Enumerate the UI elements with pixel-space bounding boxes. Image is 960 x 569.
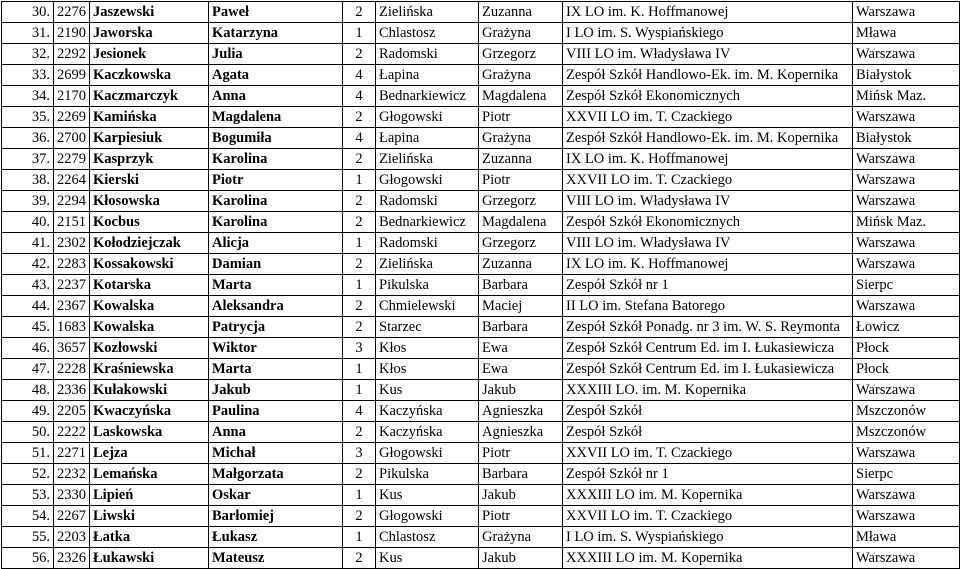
- table-row: [2, 2, 960, 23]
- grade: 4: [343, 65, 376, 86]
- student-last-name: Kołodziejczak: [90, 233, 209, 254]
- participant-id: 2326: [54, 548, 90, 569]
- student-last-name: Kozłowski: [90, 338, 209, 359]
- table-row: [2, 86, 960, 107]
- school-name: XXXIII LO. im. M. Kopernika: [563, 380, 853, 401]
- city: Mława: [853, 23, 960, 44]
- student-first-name: Agata: [209, 65, 343, 86]
- student-first-name: Julia: [209, 44, 343, 65]
- grade: 2: [343, 317, 376, 338]
- student-first-name: Mateusz: [209, 548, 343, 569]
- teacher-first-name: Grzegorz: [479, 191, 563, 212]
- school-name: XXVII LO im. T. Czackiego: [563, 443, 853, 464]
- teacher-last-name: Łapina: [376, 128, 479, 149]
- city: Białystok: [853, 128, 960, 149]
- participant-id: 2264: [54, 170, 90, 191]
- student-first-name: Wiktor: [209, 338, 343, 359]
- participant-id: 2269: [54, 107, 90, 128]
- city: Warszawa: [853, 548, 960, 569]
- student-last-name: Kowalska: [90, 296, 209, 317]
- teacher-first-name: Grzegorz: [479, 233, 563, 254]
- participant-id: 2700: [54, 128, 90, 149]
- row-number: 41.: [2, 233, 54, 254]
- school-name: Zespół Szkół Handlowo-Ek. im. M. Kopernika: [563, 65, 853, 86]
- city: Sierpc: [853, 275, 960, 296]
- student-first-name: Marta: [209, 359, 343, 380]
- student-last-name: Kasprzyk: [90, 149, 209, 170]
- grade: 1: [343, 527, 376, 548]
- table-row: [2, 401, 960, 422]
- grade: 1: [343, 380, 376, 401]
- teacher-last-name: Chmielewski: [376, 296, 479, 317]
- table-row: [2, 233, 960, 254]
- teacher-last-name: Łapina: [376, 65, 479, 86]
- city: Warszawa: [853, 233, 960, 254]
- teacher-first-name: Agnieszka: [479, 422, 563, 443]
- school-name: XXXIII LO im. M. Kopernika: [563, 548, 853, 569]
- teacher-first-name: Piotr: [479, 443, 563, 464]
- table-row: [2, 548, 960, 569]
- participant-id: 3657: [54, 338, 90, 359]
- student-first-name: Łukasz: [209, 527, 343, 548]
- row-number: 33.: [2, 65, 54, 86]
- participants-table: [1, 1, 960, 569]
- teacher-first-name: Grażyna: [479, 527, 563, 548]
- grade: 3: [343, 443, 376, 464]
- table-row: [2, 212, 960, 233]
- row-number: 37.: [2, 149, 54, 170]
- row-number: 55.: [2, 527, 54, 548]
- city: Warszawa: [853, 296, 960, 317]
- grade: 1: [343, 170, 376, 191]
- teacher-last-name: Radomski: [376, 191, 479, 212]
- city: Warszawa: [853, 107, 960, 128]
- grade: 2: [343, 212, 376, 233]
- participant-id: 2276: [54, 2, 90, 23]
- row-number: 44.: [2, 296, 54, 317]
- student-first-name: Alicja: [209, 233, 343, 254]
- school-name: Zespół Szkół nr 1: [563, 464, 853, 485]
- grade: 4: [343, 401, 376, 422]
- teacher-last-name: Głogowski: [376, 107, 479, 128]
- teacher-first-name: Grażyna: [479, 23, 563, 44]
- grade: 2: [343, 254, 376, 275]
- student-first-name: Michał: [209, 443, 343, 464]
- school-name: II LO im. Stefana Batorego: [563, 296, 853, 317]
- student-last-name: Kłosowska: [90, 191, 209, 212]
- teacher-first-name: Grzegorz: [479, 44, 563, 65]
- student-first-name: Magdalena: [209, 107, 343, 128]
- student-last-name: Łukawski: [90, 548, 209, 569]
- school-name: IX LO im. K. Hoffmanowej: [563, 149, 853, 170]
- student-last-name: Kossakowski: [90, 254, 209, 275]
- student-last-name: Kocbus: [90, 212, 209, 233]
- city: Warszawa: [853, 254, 960, 275]
- school-name: IX LO im. K. Hoffmanowej: [563, 2, 853, 23]
- teacher-first-name: Barbara: [479, 275, 563, 296]
- grade: 1: [343, 359, 376, 380]
- school-name: Zespół Szkół Centrum Ed. im I. Łukasiewicza: [563, 338, 853, 359]
- row-number: 47.: [2, 359, 54, 380]
- participant-id: 2271: [54, 443, 90, 464]
- row-number: 36.: [2, 128, 54, 149]
- participant-id: 2336: [54, 380, 90, 401]
- teacher-last-name: Bednarkiewicz: [376, 86, 479, 107]
- participant-id: 2228: [54, 359, 90, 380]
- teacher-first-name: Ewa: [479, 338, 563, 359]
- participant-id: 1683: [54, 317, 90, 338]
- teacher-last-name: Pikulska: [376, 464, 479, 485]
- row-number: 39.: [2, 191, 54, 212]
- teacher-first-name: Grażyna: [479, 65, 563, 86]
- row-number: 43.: [2, 275, 54, 296]
- student-last-name: Jaworska: [90, 23, 209, 44]
- teacher-last-name: Kłos: [376, 359, 479, 380]
- teacher-first-name: Magdalena: [479, 212, 563, 233]
- school-name: IX LO im. K. Hoffmanowej: [563, 254, 853, 275]
- student-last-name: Kierski: [90, 170, 209, 191]
- school-name: I LO im. S. Wyspiańskiego: [563, 527, 853, 548]
- teacher-last-name: Kus: [376, 485, 479, 506]
- student-first-name: Anna: [209, 86, 343, 107]
- student-last-name: Kwaczyńska: [90, 401, 209, 422]
- student-first-name: Piotr: [209, 170, 343, 191]
- table-row: [2, 359, 960, 380]
- teacher-first-name: Zuzanna: [479, 254, 563, 275]
- student-last-name: Łatka: [90, 527, 209, 548]
- teacher-first-name: Jakub: [479, 548, 563, 569]
- participant-id: 2699: [54, 65, 90, 86]
- city: Warszawa: [853, 2, 960, 23]
- teacher-last-name: Zielińska: [376, 2, 479, 23]
- city: Mińsk Maz.: [853, 212, 960, 233]
- participant-id: 2292: [54, 44, 90, 65]
- school-name: XXXIII LO im. M. Kopernika: [563, 485, 853, 506]
- table-row: [2, 44, 960, 65]
- teacher-first-name: Ewa: [479, 359, 563, 380]
- school-name: Zespół Szkół Ponadg. nr 3 im. W. S. Reymonta: [563, 317, 853, 338]
- student-last-name: Kaczkowska: [90, 65, 209, 86]
- school-name: VIII LO im. Władysława IV: [563, 233, 853, 254]
- teacher-first-name: Jakub: [479, 380, 563, 401]
- participant-id: 2367: [54, 296, 90, 317]
- grade: 2: [343, 464, 376, 485]
- city: Mszczonów: [853, 422, 960, 443]
- school-name: XXVII LO im. T. Czackiego: [563, 170, 853, 191]
- student-first-name: Marta: [209, 275, 343, 296]
- row-number: 40.: [2, 212, 54, 233]
- teacher-first-name: Piotr: [479, 107, 563, 128]
- row-number: 50.: [2, 422, 54, 443]
- school-name: VIII LO im. Władysława IV: [563, 191, 853, 212]
- row-number: 48.: [2, 380, 54, 401]
- city: Warszawa: [853, 443, 960, 464]
- student-last-name: Kułakowski: [90, 380, 209, 401]
- school-name: Zespół Szkół nr 1: [563, 275, 853, 296]
- city: Warszawa: [853, 44, 960, 65]
- table-row: [2, 149, 960, 170]
- participant-id: 2232: [54, 464, 90, 485]
- table-row: [2, 296, 960, 317]
- teacher-last-name: Kaczyńska: [376, 401, 479, 422]
- city: Mszczonów: [853, 401, 960, 422]
- grade: 2: [343, 296, 376, 317]
- teacher-last-name: Kłos: [376, 338, 479, 359]
- student-last-name: Jesionek: [90, 44, 209, 65]
- city: Warszawa: [853, 191, 960, 212]
- city: Warszawa: [853, 485, 960, 506]
- table-row: [2, 65, 960, 86]
- table-row: [2, 485, 960, 506]
- table-row: [2, 464, 960, 485]
- teacher-first-name: Zuzanna: [479, 149, 563, 170]
- student-last-name: Lemańska: [90, 464, 209, 485]
- row-number: 52.: [2, 464, 54, 485]
- school-name: Zespół Szkół Ekonomicznych: [563, 212, 853, 233]
- school-name: I LO im. S. Wyspiańskiego: [563, 23, 853, 44]
- school-name: Zespół Szkół: [563, 422, 853, 443]
- teacher-last-name: Pikulska: [376, 275, 479, 296]
- participant-id: 2279: [54, 149, 90, 170]
- city: Warszawa: [853, 506, 960, 527]
- teacher-last-name: Głogowski: [376, 506, 479, 527]
- student-last-name: Laskowska: [90, 422, 209, 443]
- city: Białystok: [853, 65, 960, 86]
- participant-id: 2267: [54, 506, 90, 527]
- row-number: 45.: [2, 317, 54, 338]
- teacher-last-name: Głogowski: [376, 443, 479, 464]
- grade: 2: [343, 191, 376, 212]
- grade: 2: [343, 44, 376, 65]
- grade: 2: [343, 548, 376, 569]
- participant-id: 2170: [54, 86, 90, 107]
- grade: 2: [343, 2, 376, 23]
- row-number: 42.: [2, 254, 54, 275]
- student-first-name: Małgorzata: [209, 464, 343, 485]
- school-name: XXVII LO im. T. Czackiego: [563, 506, 853, 527]
- teacher-first-name: Zuzanna: [479, 2, 563, 23]
- student-last-name: Karpiesiuk: [90, 128, 209, 149]
- participant-id: 2237: [54, 275, 90, 296]
- participant-id: 2222: [54, 422, 90, 443]
- table-row: [2, 275, 960, 296]
- student-first-name: Paweł: [209, 2, 343, 23]
- table-row: [2, 254, 960, 275]
- row-number: 49.: [2, 401, 54, 422]
- teacher-last-name: Radomski: [376, 44, 479, 65]
- student-first-name: Damian: [209, 254, 343, 275]
- row-number: 46.: [2, 338, 54, 359]
- school-name: XXVII LO im. T. Czackiego: [563, 107, 853, 128]
- teacher-last-name: Chlastosz: [376, 527, 479, 548]
- row-number: 31.: [2, 23, 54, 44]
- teacher-first-name: Grażyna: [479, 128, 563, 149]
- school-name: VIII LO im. Władysława IV: [563, 44, 853, 65]
- student-first-name: Aleksandra: [209, 296, 343, 317]
- teacher-last-name: Radomski: [376, 233, 479, 254]
- student-last-name: Jaszewski: [90, 2, 209, 23]
- student-first-name: Anna: [209, 422, 343, 443]
- grade: 4: [343, 128, 376, 149]
- student-first-name: Katarzyna: [209, 23, 343, 44]
- student-first-name: Karolina: [209, 191, 343, 212]
- teacher-first-name: Barbara: [479, 317, 563, 338]
- city: Sierpc: [853, 464, 960, 485]
- city: Łowicz: [853, 317, 960, 338]
- student-last-name: Kamińska: [90, 107, 209, 128]
- school-name: Zespół Szkół: [563, 401, 853, 422]
- table-row: [2, 338, 960, 359]
- teacher-last-name: Kaczyńska: [376, 422, 479, 443]
- school-name: Zespół Szkół Centrum Ed. im I. Łukasiewicza: [563, 359, 853, 380]
- table-row: [2, 23, 960, 44]
- student-first-name: Bogumiła: [209, 128, 343, 149]
- teacher-last-name: Bednarkiewicz: [376, 212, 479, 233]
- row-number: 34.: [2, 86, 54, 107]
- table-row: [2, 422, 960, 443]
- table-row: [2, 506, 960, 527]
- participant-id: 2294: [54, 191, 90, 212]
- student-last-name: Lipień: [90, 485, 209, 506]
- student-last-name: Kotarska: [90, 275, 209, 296]
- student-first-name: Paulina: [209, 401, 343, 422]
- row-number: 35.: [2, 107, 54, 128]
- participant-id: 2330: [54, 485, 90, 506]
- teacher-first-name: Barbara: [479, 464, 563, 485]
- participant-id: 2203: [54, 527, 90, 548]
- grade: 1: [343, 275, 376, 296]
- row-number: 32.: [2, 44, 54, 65]
- student-last-name: Liwski: [90, 506, 209, 527]
- table-row: [2, 380, 960, 401]
- row-number: 38.: [2, 170, 54, 191]
- participant-id: 2302: [54, 233, 90, 254]
- student-last-name: Lejza: [90, 443, 209, 464]
- table-row: [2, 128, 960, 149]
- participant-id: 2190: [54, 23, 90, 44]
- participant-id: 2205: [54, 401, 90, 422]
- grade: 1: [343, 485, 376, 506]
- grade: 1: [343, 23, 376, 44]
- teacher-last-name: Kus: [376, 380, 479, 401]
- student-first-name: Karolina: [209, 212, 343, 233]
- student-first-name: Barłomiej: [209, 506, 343, 527]
- table-row: [2, 170, 960, 191]
- teacher-first-name: Magdalena: [479, 86, 563, 107]
- teacher-first-name: Piotr: [479, 506, 563, 527]
- city: Mława: [853, 527, 960, 548]
- participant-id: 2151: [54, 212, 90, 233]
- city: Płock: [853, 338, 960, 359]
- teacher-first-name: Maciej: [479, 296, 563, 317]
- teacher-last-name: Zielińska: [376, 254, 479, 275]
- grade: 2: [343, 107, 376, 128]
- table-row: [2, 317, 960, 338]
- teacher-last-name: Głogowski: [376, 170, 479, 191]
- row-number: 53.: [2, 485, 54, 506]
- teacher-last-name: Starzec: [376, 317, 479, 338]
- student-last-name: Kaczmarczyk: [90, 86, 209, 107]
- table-row: [2, 107, 960, 128]
- student-first-name: Jakub: [209, 380, 343, 401]
- grade: 4: [343, 86, 376, 107]
- student-last-name: Kowalska: [90, 317, 209, 338]
- grade: 3: [343, 338, 376, 359]
- table-body: [2, 2, 960, 569]
- teacher-first-name: Jakub: [479, 485, 563, 506]
- city: Warszawa: [853, 149, 960, 170]
- city: Warszawa: [853, 170, 960, 191]
- student-first-name: Oskar: [209, 485, 343, 506]
- teacher-last-name: Kus: [376, 548, 479, 569]
- city: Mińsk Maz.: [853, 86, 960, 107]
- city: Płock: [853, 359, 960, 380]
- participant-id: 2283: [54, 254, 90, 275]
- row-number: 51.: [2, 443, 54, 464]
- teacher-first-name: Piotr: [479, 170, 563, 191]
- grade: 1: [343, 233, 376, 254]
- table-row: [2, 443, 960, 464]
- student-last-name: Kraśniewska: [90, 359, 209, 380]
- school-name: Zespół Szkół Handlowo-Ek. im. M. Kopernika: [563, 128, 853, 149]
- row-number: 30.: [2, 2, 54, 23]
- grade: 2: [343, 422, 376, 443]
- grade: 2: [343, 149, 376, 170]
- row-number: 54.: [2, 506, 54, 527]
- teacher-last-name: Zielińska: [376, 149, 479, 170]
- table-row: [2, 191, 960, 212]
- grade: 2: [343, 506, 376, 527]
- school-name: Zespół Szkół Ekonomicznych: [563, 86, 853, 107]
- city: Warszawa: [853, 380, 960, 401]
- student-first-name: Karolina: [209, 149, 343, 170]
- row-number: 56.: [2, 548, 54, 569]
- student-first-name: Patrycja: [209, 317, 343, 338]
- teacher-last-name: Chlastosz: [376, 23, 479, 44]
- teacher-first-name: Agnieszka: [479, 401, 563, 422]
